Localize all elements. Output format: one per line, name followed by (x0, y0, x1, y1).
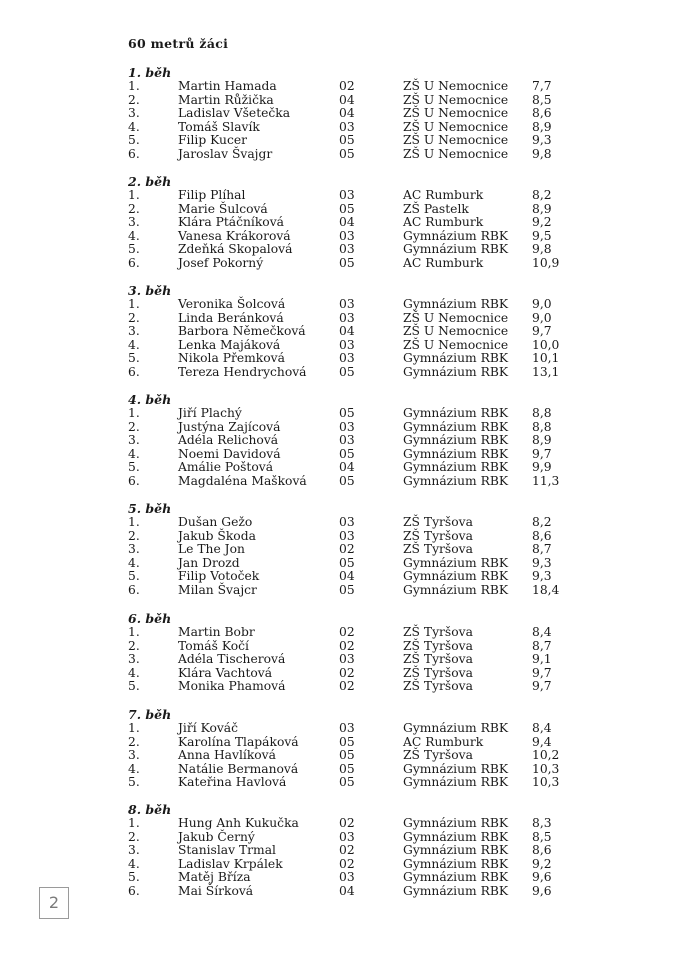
result-row (128, 885, 568, 899)
place: 1. (128, 625, 140, 639)
result-row (128, 421, 568, 435)
club: AC Rumburk (403, 734, 484, 749)
birth-year: 05 (339, 582, 355, 597)
club: Gymnázium RBK (403, 829, 509, 844)
club: ZŠ Tyršova (403, 665, 473, 680)
club: Gymnázium RBK (403, 569, 509, 584)
athlete-name: Jiří Plachý (178, 406, 242, 420)
club: Gymnázium RBK (403, 297, 509, 311)
athlete-name: Tomáš Kočí (178, 638, 249, 653)
result-row (128, 298, 568, 312)
club: ZŠ Tyršova (403, 528, 473, 543)
time: 9,3 (532, 133, 552, 148)
result-row (128, 530, 568, 544)
birth-year: 05 (339, 146, 355, 161)
time: 8,2 (532, 515, 552, 529)
time: 9,7 (532, 446, 552, 461)
time: 9,8 (532, 146, 552, 161)
result-row (128, 448, 568, 462)
place: 6. (128, 582, 140, 597)
place: 2. (128, 829, 140, 844)
birth-year: 04 (339, 883, 355, 898)
place: 1. (128, 188, 140, 202)
birth-year: 04 (339, 92, 355, 107)
athlete-name: Nikola Přemková (178, 351, 285, 366)
athlete-name: Klára Ptáčníková (178, 215, 284, 230)
time: 18,4 (532, 582, 560, 597)
club: ZŠ U Nemocnice (403, 119, 509, 134)
result-row (128, 749, 568, 763)
place: 4. (128, 665, 140, 680)
time: 8,6 (532, 106, 552, 121)
birth-year: 04 (339, 460, 355, 475)
birth-year: 03 (339, 337, 355, 352)
club: ZŠ Tyršova (403, 515, 473, 529)
birth-year: 03 (339, 119, 355, 134)
club: Gymnázium RBK (403, 816, 509, 830)
athlete-name: Martin Bobr (178, 625, 255, 639)
club: Gymnázium RBK (403, 433, 509, 448)
club: Gymnázium RBK (403, 242, 509, 257)
time: 9,7 (532, 324, 552, 339)
place: 6. (128, 364, 140, 379)
result-row (128, 407, 568, 421)
time: 9,3 (532, 555, 552, 570)
place: 4. (128, 337, 140, 352)
place: 4. (128, 228, 140, 243)
time: 10,0 (532, 337, 560, 352)
club: Gymnázium RBK (403, 555, 509, 570)
athlete-name: Le The Jon (178, 542, 245, 557)
club: Gymnázium RBK (403, 883, 509, 898)
athlete-name: Filip Kucer (178, 133, 247, 148)
place: 3. (128, 748, 140, 763)
athlete-name: Natálie Bermanová (178, 761, 299, 776)
athlete-name: Jiří Kováč (178, 721, 239, 735)
heat-block (128, 708, 568, 790)
place: 4. (128, 856, 140, 871)
athlete-name: Josef Pokorný (178, 255, 264, 270)
heat-title: 5. běh (128, 501, 172, 516)
athlete-name: Noemi Davidová (178, 446, 281, 461)
birth-year: 03 (339, 419, 355, 434)
time: 9,7 (532, 665, 552, 680)
birth-year: 05 (339, 761, 355, 776)
place: 5. (128, 460, 140, 475)
result-row (128, 776, 568, 790)
birth-year: 02 (339, 679, 355, 694)
birth-year: 05 (339, 133, 355, 148)
club: ZŠ Tyršova (403, 638, 473, 653)
birth-year: 02 (339, 542, 355, 557)
birth-year: 05 (339, 748, 355, 763)
athlete-name: Adéla Tischerová (178, 652, 286, 667)
club: Gymnázium RBK (403, 351, 509, 366)
birth-year: 03 (339, 433, 355, 448)
page-number: 2 (39, 887, 69, 919)
athlete-name: Jakub Škoda (178, 528, 256, 543)
result-row (128, 570, 568, 584)
club: Gymnázium RBK (403, 775, 509, 790)
club: Gymnázium RBK (403, 228, 509, 243)
time: 10,3 (532, 761, 560, 776)
time: 11,3 (532, 473, 560, 488)
result-row (128, 352, 568, 366)
place: 3. (128, 433, 140, 448)
birth-year: 05 (339, 473, 355, 488)
result-row (128, 626, 568, 640)
result-row (128, 243, 568, 257)
result-row (128, 640, 568, 654)
club: ZŠ Tyršova (403, 625, 473, 639)
place: 1. (128, 79, 140, 93)
place: 3. (128, 843, 140, 858)
time: 8,7 (532, 542, 552, 557)
birth-year: 02 (339, 816, 355, 830)
birth-year: 03 (339, 228, 355, 243)
place: 1. (128, 816, 140, 830)
place: 2. (128, 92, 140, 107)
birth-year: 02 (339, 79, 355, 93)
heat-block (128, 66, 568, 162)
time: 8,6 (532, 528, 552, 543)
time: 9,4 (532, 734, 552, 749)
result-row (128, 325, 568, 339)
athlete-name: Vanesa Krákorová (178, 228, 291, 243)
heat-title: 1. běh (128, 65, 172, 80)
place: 2. (128, 638, 140, 653)
athlete-name: Klára Vachtová (178, 665, 273, 680)
result-row (128, 189, 568, 203)
result-row (128, 475, 568, 489)
birth-year: 04 (339, 569, 355, 584)
place: 3. (128, 652, 140, 667)
birth-year: 03 (339, 829, 355, 844)
birth-year: 05 (339, 734, 355, 749)
club: ZŠ U Nemocnice (403, 133, 509, 148)
time: 10,9 (532, 255, 560, 270)
club: Gymnázium RBK (403, 870, 509, 885)
place: 1. (128, 297, 140, 311)
club: ZŠ U Nemocnice (403, 92, 509, 107)
time: 8,5 (532, 829, 552, 844)
athlete-name: Filip Plíhal (178, 188, 246, 202)
club: ZŠ Pastelk (403, 201, 469, 216)
time: 9,8 (532, 242, 552, 257)
athlete-name: Tereza Hendrychová (178, 364, 307, 379)
birth-year: 04 (339, 215, 355, 230)
time: 8,2 (532, 188, 552, 202)
birth-year: 03 (339, 652, 355, 667)
place: 6. (128, 255, 140, 270)
heat-block (128, 803, 568, 899)
club: ZŠ Tyršova (403, 652, 473, 667)
athlete-name: Magdaléna Mašková (178, 473, 307, 488)
birth-year: 02 (339, 843, 355, 858)
time: 8,4 (532, 721, 552, 735)
birth-year: 02 (339, 665, 355, 680)
page-title: 60 metrů žáci (128, 36, 229, 51)
result-row (128, 516, 568, 530)
result-row (128, 680, 568, 694)
heat-title: 6. běh (128, 611, 172, 626)
result-row (128, 216, 568, 230)
time: 9,0 (532, 297, 552, 311)
heat-title: 3. běh (128, 283, 172, 298)
result-row (128, 461, 568, 475)
birth-year: 03 (339, 297, 355, 311)
time: 13,1 (532, 364, 560, 379)
birth-year: 03 (339, 515, 355, 529)
result-row (128, 366, 568, 380)
place: 2. (128, 310, 140, 325)
athlete-name: Filip Votoček (178, 569, 260, 584)
time: 10,2 (532, 748, 560, 763)
time: 8,7 (532, 638, 552, 653)
time: 7,7 (532, 79, 552, 93)
place: 2. (128, 201, 140, 216)
place: 5. (128, 870, 140, 885)
result-row (128, 339, 568, 353)
place: 2. (128, 528, 140, 543)
athlete-name: Linda Beránková (178, 310, 284, 325)
club: AC Rumburk (403, 215, 484, 230)
birth-year: 05 (339, 201, 355, 216)
place: 4. (128, 555, 140, 570)
heat-block (128, 502, 568, 598)
result-row (128, 722, 568, 736)
result-row (128, 148, 568, 162)
place: 1. (128, 721, 140, 735)
heat-title: 4. běh (128, 392, 172, 407)
club: AC Rumburk (403, 188, 484, 202)
result-row (128, 543, 568, 557)
time: 8,6 (532, 843, 552, 858)
athlete-name: Anna Havlíková (178, 748, 276, 763)
place: 5. (128, 351, 140, 366)
athlete-name: Karolína Tlapáková (178, 734, 299, 749)
place: 1. (128, 515, 140, 529)
result-row (128, 230, 568, 244)
result-row (128, 844, 568, 858)
place: 4. (128, 446, 140, 461)
time: 10,3 (532, 775, 560, 790)
birth-year: 03 (339, 721, 355, 735)
birth-year: 05 (339, 446, 355, 461)
athlete-name: Ladislav Krpálek (178, 856, 283, 871)
time: 8,9 (532, 119, 552, 134)
result-row (128, 557, 568, 571)
athlete-name: Milan Švajcr (178, 582, 257, 597)
place: 1. (128, 406, 140, 420)
birth-year: 04 (339, 324, 355, 339)
club: ZŠ Tyršova (403, 679, 473, 694)
result-row (128, 858, 568, 872)
time: 8,9 (532, 433, 552, 448)
time: 9,7 (532, 679, 552, 694)
club: ZŠ U Nemocnice (403, 79, 509, 93)
place: 5. (128, 775, 140, 790)
heat-title: 2. běh (128, 174, 172, 189)
heat-block (128, 393, 568, 489)
athlete-name: Justýna Zajícová (178, 419, 281, 434)
place: 2. (128, 419, 140, 434)
result-row (128, 871, 568, 885)
athlete-name: Hung Anh Kukučka (178, 816, 299, 830)
result-row (128, 667, 568, 681)
time: 8,9 (532, 201, 552, 216)
birth-year: 02 (339, 856, 355, 871)
athlete-name: Mai Šírková (178, 883, 254, 898)
club: ZŠ U Nemocnice (403, 106, 509, 121)
athlete-name: Martin Růžička (178, 92, 274, 107)
club: Gymnázium RBK (403, 364, 509, 379)
place: 5. (128, 242, 140, 257)
club: Gymnázium RBK (403, 460, 509, 475)
birth-year: 02 (339, 638, 355, 653)
time: 9,0 (532, 310, 552, 325)
athlete-name: Marie Šulcová (178, 201, 268, 216)
place: 4. (128, 119, 140, 134)
heat-title: 7. běh (128, 707, 172, 722)
club: ZŠ U Nemocnice (403, 146, 509, 161)
time: 8,8 (532, 419, 552, 434)
time: 9,3 (532, 569, 552, 584)
time: 8,3 (532, 816, 552, 830)
time: 9,5 (532, 228, 552, 243)
place: 3. (128, 215, 140, 230)
club: AC Rumburk (403, 255, 484, 270)
time: 8,4 (532, 625, 552, 639)
club: Gymnázium RBK (403, 406, 509, 420)
place: 2. (128, 734, 140, 749)
club: Gymnázium RBK (403, 721, 509, 735)
time: 9,1 (532, 652, 552, 667)
time: 9,6 (532, 870, 552, 885)
place: 6. (128, 883, 140, 898)
result-row (128, 584, 568, 598)
club: ZŠ Tyršova (403, 542, 473, 557)
place: 3. (128, 542, 140, 557)
time: 9,2 (532, 215, 552, 230)
birth-year: 05 (339, 775, 355, 790)
athlete-name: Ladislav Všetečka (178, 106, 291, 121)
birth-year: 05 (339, 364, 355, 379)
result-row (128, 831, 568, 845)
club: Gymnázium RBK (403, 856, 509, 871)
birth-year: 03 (339, 242, 355, 257)
place: 5. (128, 679, 140, 694)
place: 6. (128, 473, 140, 488)
club: ZŠ Tyršova (403, 748, 473, 763)
athlete-name: Stanislav Trmal (178, 843, 276, 858)
athlete-name: Dušan Gežo (178, 515, 253, 529)
place: 3. (128, 106, 140, 121)
place: 5. (128, 133, 140, 148)
athlete-name: Jan Drozd (178, 555, 240, 570)
result-row (128, 257, 568, 271)
birth-year: 04 (339, 106, 355, 121)
athlete-name: Jaroslav Švajgr (178, 146, 273, 161)
athlete-name: Veronika Šolcová (178, 297, 286, 311)
athlete-name: Kateřina Havlová (178, 775, 287, 790)
result-row (128, 80, 568, 94)
club: Gymnázium RBK (403, 473, 509, 488)
birth-year: 03 (339, 351, 355, 366)
birth-year: 03 (339, 528, 355, 543)
heat-block (128, 175, 568, 271)
club: Gymnázium RBK (403, 761, 509, 776)
heat-block (128, 284, 568, 380)
club: ZŠ U Nemocnice (403, 324, 509, 339)
club: ZŠ U Nemocnice (403, 337, 509, 352)
heat-title: 8. běh (128, 802, 172, 817)
athlete-name: Martin Hamada (178, 79, 277, 93)
club: Gymnázium RBK (403, 419, 509, 434)
athlete-name: Monika Phamová (178, 679, 286, 694)
result-row (128, 763, 568, 777)
club: Gymnázium RBK (403, 843, 509, 858)
result-row (128, 107, 568, 121)
time: 8,8 (532, 406, 552, 420)
time: 10,1 (532, 351, 560, 366)
athlete-name: Matěj Bříza (178, 870, 251, 885)
place: 4. (128, 761, 140, 776)
time: 9,2 (532, 856, 552, 871)
time: 9,9 (532, 460, 552, 475)
time: 8,5 (532, 92, 552, 107)
birth-year: 05 (339, 255, 355, 270)
place: 6. (128, 146, 140, 161)
result-row (128, 653, 568, 667)
club: Gymnázium RBK (403, 446, 509, 461)
birth-year: 03 (339, 310, 355, 325)
athlete-name: Lenka Majáková (178, 337, 281, 352)
place: 3. (128, 324, 140, 339)
heat-block (128, 612, 568, 694)
athlete-name: Zdeňká Skopalová (178, 242, 293, 257)
athlete-name: Barbora Němečková (178, 324, 306, 339)
club: Gymnázium RBK (403, 582, 509, 597)
birth-year: 03 (339, 188, 355, 202)
time: 9,6 (532, 883, 552, 898)
result-row (128, 817, 568, 831)
birth-year: 03 (339, 870, 355, 885)
place: 5. (128, 569, 140, 584)
result-row (128, 736, 568, 750)
result-row (128, 203, 568, 217)
athlete-name: Jakub Černý (178, 829, 255, 844)
club: ZŠ U Nemocnice (403, 310, 509, 325)
result-row (128, 434, 568, 448)
result-row (128, 134, 568, 148)
birth-year: 05 (339, 555, 355, 570)
athlete-name: Amálie Poštová (178, 460, 274, 475)
athlete-name: Adéla Relichová (178, 433, 279, 448)
birth-year: 05 (339, 406, 355, 420)
athlete-name: Tomáš Slavík (178, 119, 260, 134)
birth-year: 02 (339, 625, 355, 639)
